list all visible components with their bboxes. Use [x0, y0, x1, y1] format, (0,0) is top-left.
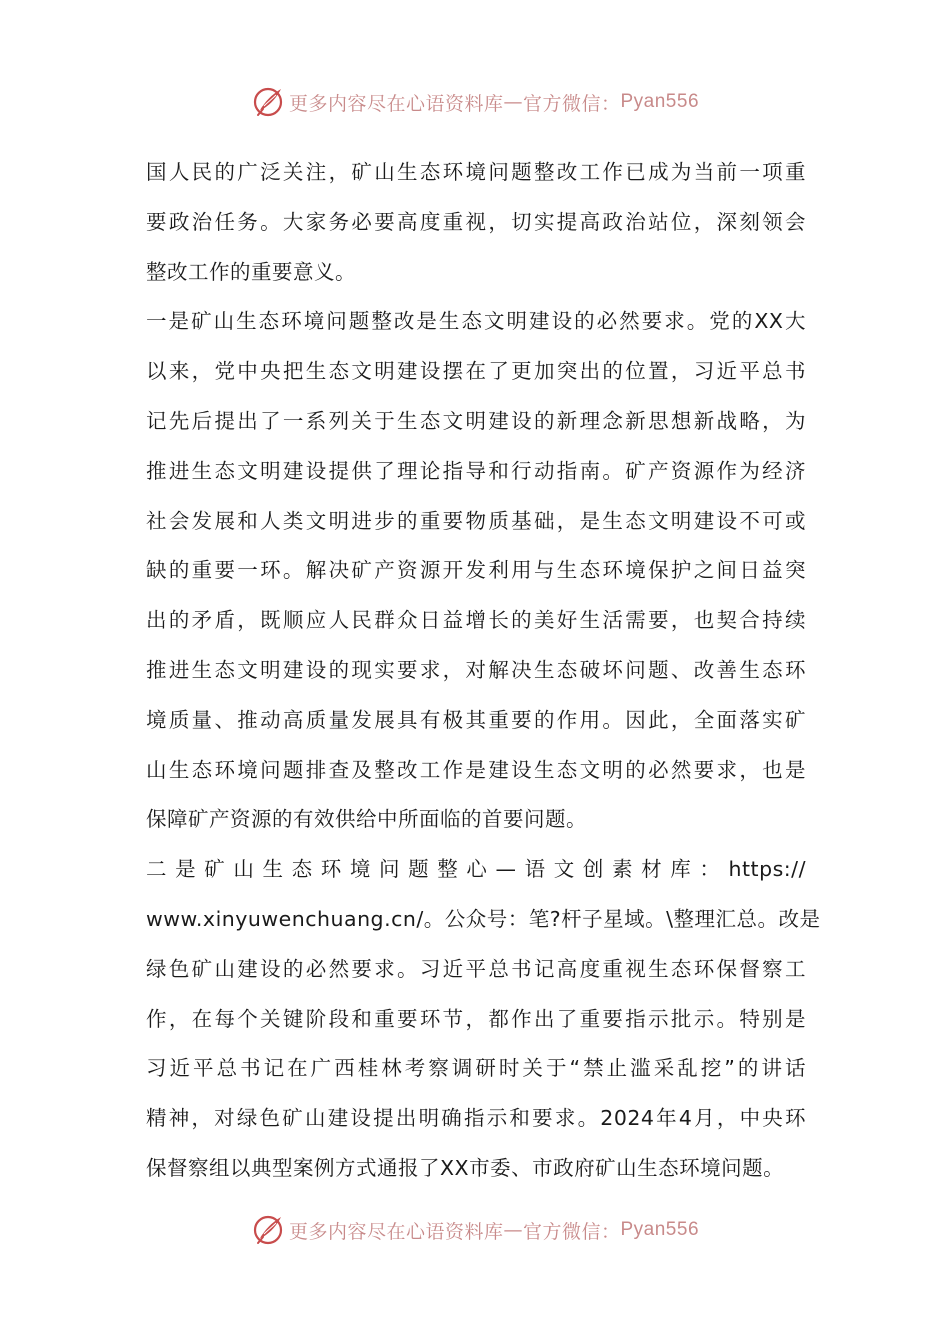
banner-dash: —	[503, 91, 523, 113]
text-line: 保障矿产资源的有效供给中所面临的首要问题。	[146, 807, 587, 832]
quill-logo-icon	[251, 1213, 285, 1247]
text-line: 一是矿山生态环境问题整改是生态文明建设的必然要求。党的XX大	[146, 309, 806, 334]
text-line: 推进生态文明建设提供了理论指导和行动指南。矿产资源作为经济	[146, 458, 806, 483]
text-line: 保督察组以典型案例方式通报了XX市委、市政府矿山生态环境问题。	[146, 1155, 785, 1180]
header-banner	[0, 82, 950, 122]
text-line: 作，在每个关键阶段和重要环节，都作出了重要指示批示。特别是	[146, 1006, 806, 1031]
text-line: 推进生态文明建设的现实要求，对解决生态破坏问题、改善生态环	[146, 657, 806, 682]
text-line: 精神，对绿色矿山建设提出明确指示和要求。2024年4月，中央环	[146, 1106, 806, 1131]
banner-title: 更多内容尽在心语资料库	[288, 1220, 504, 1243]
text-line: 出的矛盾，既顺应人民群众日益增长的美好生活需要，也契合持续	[146, 608, 806, 633]
text-line: 记先后提出了一系列关于生态文明建设的新理念新思想新战略，为	[146, 408, 806, 433]
text-line: 缺的重要一环。解决矿产资源开发利用与生态环境保护之间日益突	[146, 558, 806, 583]
text-line: 绿色矿山建设的必然要求。习近平总书记高度重视生态环保督察工	[146, 956, 806, 981]
document-body	[146, 148, 821, 1194]
text-line: 国人民的广泛关注，矿山生态环境问题整改工作已成为当前一项重	[146, 160, 806, 184]
banner-wechat-label: 官方微信：	[522, 92, 621, 115]
quill-logo-icon	[251, 85, 285, 119]
banner-wechat-label: 官方微信：	[522, 1220, 621, 1243]
banner-wechat-id: Pyan556	[620, 91, 700, 112]
text-line: 二是矿山生态环境问题整心—语文创素材库：https://	[146, 857, 806, 882]
text-line: 习近平总书记在广西桂林考察调研时关于“禁止滥采乱挖”的讲话	[146, 1056, 806, 1081]
text-line: 山生态环境问题排查及整改工作是建设生态文明的必然要求，也是	[146, 757, 806, 782]
text-line: 要政治任务。大家务必要高度重视，切实提高政治站位，深刻领会	[146, 209, 806, 234]
banner-title: 更多内容尽在心语资料库	[288, 92, 504, 115]
banner-wechat-id: Pyan556	[620, 1219, 700, 1240]
text-line: www.xinyuwenchuang.cn/。公众号：笔?杆子星域。\整理汇总。改是	[146, 906, 821, 931]
banner-dash: —	[503, 1219, 523, 1241]
text-line: 社会发展和人类文明进步的重要物质基础，是生态文明建设不可或	[146, 508, 806, 533]
text-line: 以来，党中央把生态文明建设摆在了更加突出的位置，习近平总书	[146, 359, 806, 384]
footer-banner	[0, 1210, 950, 1250]
text-line: 整改工作的重要意义。	[146, 259, 356, 284]
text-line: 境质量、推动高质量发展具有极其重要的作用。因此，全面落实矿	[146, 707, 806, 732]
